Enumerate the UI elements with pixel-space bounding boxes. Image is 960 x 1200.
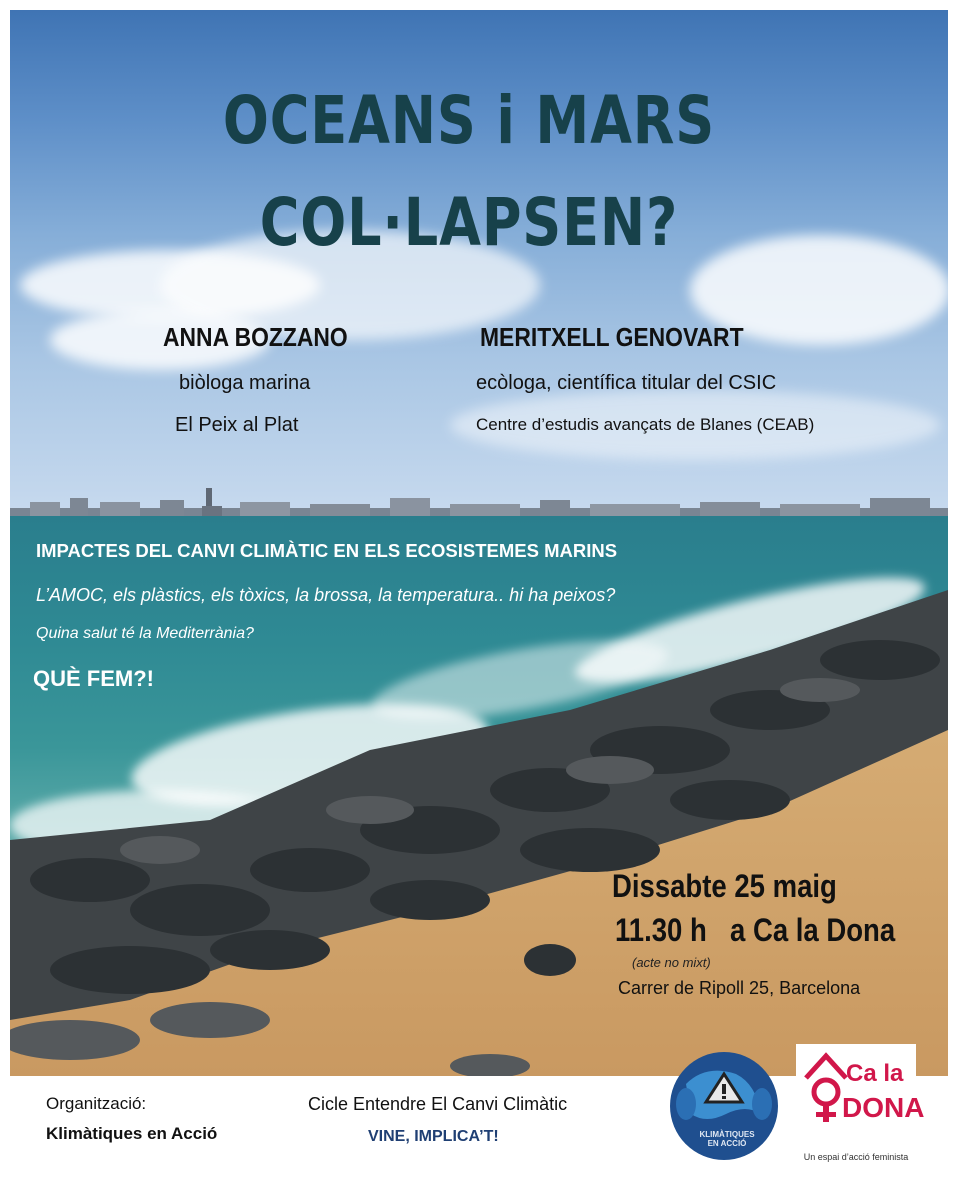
- speaker-1-name: ANNA BOZZANO: [163, 322, 348, 352]
- cycle-title: Cicle Entendre El Canvi Climàtic: [308, 1094, 568, 1114]
- title-line-1: OCEANS i MARS: [222, 82, 716, 159]
- caladona-name-line-1: Ca la: [846, 1060, 904, 1087]
- speaker-2-org: Centre d’estudis avançats de Blanes (CEAB): [476, 415, 815, 434]
- caladona-logo: [796, 1044, 925, 1170]
- caladona-name-line-2: DONA: [842, 1092, 925, 1123]
- speaker-1-role: biòloga marina: [179, 372, 311, 394]
- event-venue: a Ca la Dona: [730, 912, 896, 948]
- klimatiques-logo: [666, 1044, 782, 1164]
- organization-name: Klimàtiques en Acció: [46, 1124, 218, 1143]
- event-address: Carrer de Ripoll 25, Barcelona: [618, 978, 861, 998]
- topic-line-1: L’AMOC, els plàstics, els tòxics, la brossa, la temperatura.. hi ha peixos?: [36, 585, 616, 605]
- speaker-2-role: ecòloga, científica titular del CSIC: [476, 372, 777, 394]
- caladona-tagline: Un espai d’acció feminista: [803, 1152, 909, 1162]
- event-note: (acte no mixt): [632, 955, 711, 970]
- topic-line-2: Quina salut té la Mediterrània?: [36, 625, 254, 642]
- speaker-2-name: MERITXELL GENOVART: [480, 322, 744, 352]
- event-time: 11.30 h: [615, 912, 707, 948]
- organization-label: Organització:: [46, 1094, 147, 1113]
- speaker-1-org: El Peix al Plat: [175, 414, 299, 436]
- topic-headline: IMPACTES DEL CANVI CLIMÀTIC EN ELS ECOSISTEMES MARINS: [36, 540, 618, 561]
- call-to-action: QUÈ FEM?!: [33, 666, 154, 691]
- slogan: VINE, IMPLICA’T!: [368, 1128, 499, 1145]
- title-line-2: COL·LAPSEN?: [259, 184, 679, 261]
- klimatiques-logo-text: KLIMÀTIQUES EN ACCIÓ: [699, 1130, 755, 1148]
- event-date: Dissabte 25 maig: [612, 868, 837, 904]
